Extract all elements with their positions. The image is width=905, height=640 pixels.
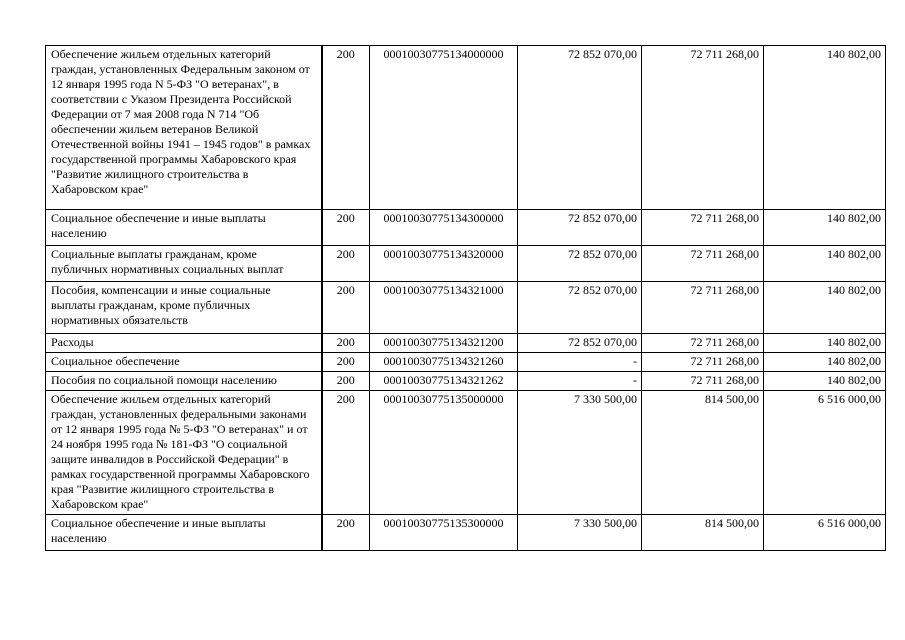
row-approved: - [518,372,642,391]
table-row [46,372,886,391]
row-budget-code: 00010030775134000000 [370,46,518,210]
row-approved: 7 330 500,00 [518,391,642,515]
row-budget-code: 00010030775134320000 [370,246,518,282]
row-name: Пособия по социальной помощи населению [46,372,322,391]
row-unexecuted: 140 802,00 [764,334,886,353]
row-executed: 72 711 268,00 [642,246,764,282]
row-name: Расходы [46,334,322,353]
row-executed: 72 711 268,00 [642,210,764,246]
row-name: Социальные выплаты гражданам, кроме публичных нормативных социальных выплат [46,246,322,282]
row-approved: 72 852 070,00 [518,46,642,210]
row-executed: 72 711 268,00 [642,282,764,334]
table-row [46,210,886,246]
row-unexecuted: 140 802,00 [764,210,886,246]
row-unexecuted: 140 802,00 [764,372,886,391]
row-line-code: 200 [322,353,370,372]
table-row [46,353,886,372]
row-approved: 72 852 070,00 [518,334,642,353]
row-executed: 814 500,00 [642,391,764,515]
table-row [46,334,886,353]
row-budget-code: 00010030775134321000 [370,282,518,334]
row-name: Обеспечение жильем отдельных категорий граждан, установленных Федеральным законом от 12 января 1995 года N 5-ФЗ "О ветеранах", в соответствии с Указом Президента Российской Федерации от 7 мая 2008 года N 714 "Об обеспечении жильем ветеранов Великой Отечественной войны 1941 – 1945 годов" в рамках государственной программы Хабаровского края "Развитие жилищного строительства в Хабаровском крае" [46,46,322,210]
table-row [46,282,886,334]
row-name: Социальное обеспечение и иные выплаты населению [46,210,322,246]
table-row [46,515,886,551]
row-budget-code: 00010030775134321262 [370,372,518,391]
row-name: Обеспечение жильем отдельных категорий граждан, установленных федеральными законами от 12 января 1995 года № 5-ФЗ "О ветеранах" и от 24 ноября 1995 года № 181-ФЗ "О социальной защите инвалидов в Российской Федерации" в рамках государственной программы Хабаровского края "Развитие жилищного строительства в Хабаровском крае" [46,391,322,515]
row-executed: 72 711 268,00 [642,353,764,372]
row-approved: 72 852 070,00 [518,246,642,282]
table-row [46,46,886,210]
row-line-code: 200 [322,46,370,210]
row-executed: 72 711 268,00 [642,334,764,353]
row-unexecuted: 6 516 000,00 [764,391,886,515]
row-line-code: 200 [322,246,370,282]
row-unexecuted: 6 516 000,00 [764,515,886,551]
row-executed: 72 711 268,00 [642,372,764,391]
row-budget-code: 00010030775135300000 [370,515,518,551]
row-approved: 72 852 070,00 [518,210,642,246]
row-name: Социальное обеспечение [46,353,322,372]
row-line-code: 200 [322,210,370,246]
table-row [46,391,886,515]
row-line-code: 200 [322,282,370,334]
row-name: Социальное обеспечение и иные выплаты населению [46,515,322,551]
row-approved: - [518,353,642,372]
row-executed: 814 500,00 [642,515,764,551]
row-budget-code: 00010030775134321260 [370,353,518,372]
row-line-code: 200 [322,391,370,515]
row-executed: 72 711 268,00 [642,46,764,210]
row-budget-code: 00010030775135000000 [370,391,518,515]
row-unexecuted: 140 802,00 [764,246,886,282]
row-line-code: 200 [322,372,370,391]
row-name: Пособия, компенсации и иные социальные выплаты гражданам, кроме публичных нормативных обязательств [46,282,322,334]
row-unexecuted: 140 802,00 [764,46,886,210]
row-budget-code: 00010030775134300000 [370,210,518,246]
row-unexecuted: 140 802,00 [764,282,886,334]
row-budget-code: 00010030775134321200 [370,334,518,353]
row-line-code: 200 [322,334,370,353]
table-row [46,246,886,282]
row-line-code: 200 [322,515,370,551]
row-approved: 7 330 500,00 [518,515,642,551]
row-approved: 72 852 070,00 [518,282,642,334]
budget-execution-table [45,45,886,551]
row-unexecuted: 140 802,00 [764,353,886,372]
